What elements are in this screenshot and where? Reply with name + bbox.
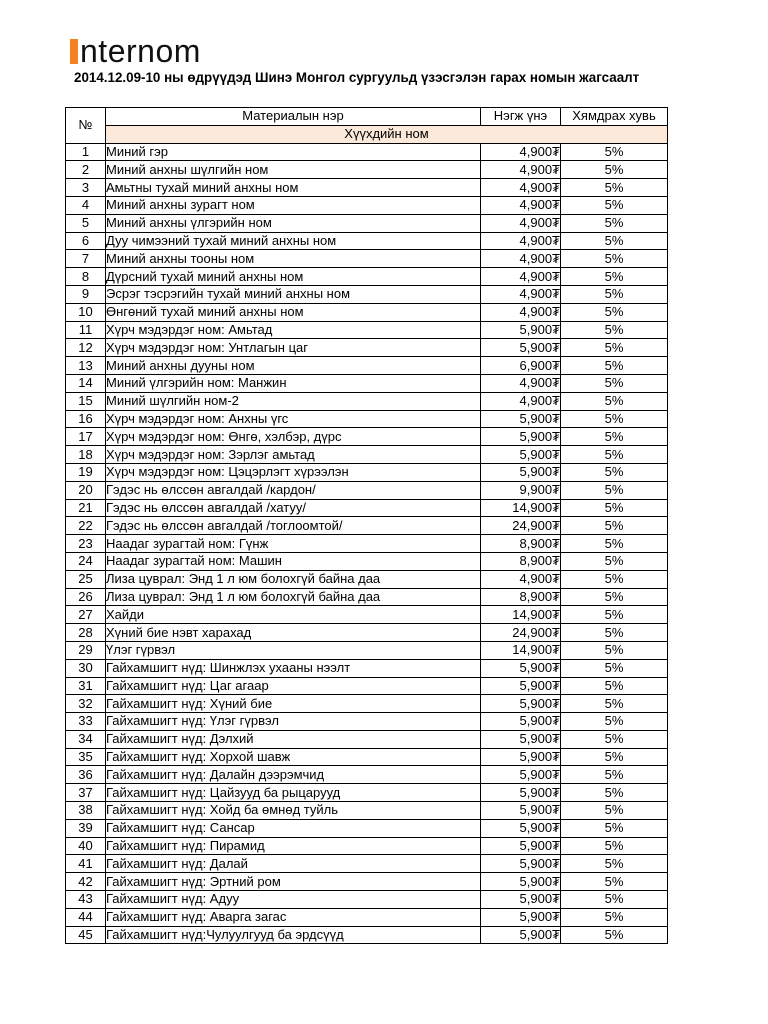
unit-price: 5,900₮ (481, 695, 561, 713)
header-material-name: Материалын нэр (106, 108, 481, 126)
discount-percent: 5% (561, 143, 668, 161)
unit-price: 6,900₮ (481, 357, 561, 375)
book-name: Хүрч мэдэрдэг ном: Өнгө, хэлбэр, дүрс (106, 428, 481, 446)
table-row (66, 321, 668, 339)
discount-percent: 5% (561, 926, 668, 944)
book-name: Хүрч мэдэрдэг ном: Цэцэрлэгт хүрээлэн (106, 463, 481, 481)
unit-price: 4,900₮ (481, 179, 561, 197)
table-row (66, 214, 668, 232)
discount-percent: 5% (561, 446, 668, 464)
discount-percent: 5% (561, 641, 668, 659)
row-number: 8 (66, 268, 106, 286)
row-number: 5 (66, 214, 106, 232)
row-number: 10 (66, 303, 106, 321)
book-list-table (65, 107, 668, 944)
book-name: Гайхамшигт нүд: Хорхой шавж (106, 748, 481, 766)
discount-percent: 5% (561, 766, 668, 784)
discount-percent: 5% (561, 659, 668, 677)
unit-price: 14,900₮ (481, 499, 561, 517)
row-number: 18 (66, 446, 106, 464)
table-row (66, 819, 668, 837)
row-number: 1 (66, 143, 106, 161)
table-row (66, 588, 668, 606)
discount-percent: 5% (561, 499, 668, 517)
discount-percent: 5% (561, 303, 668, 321)
book-name: Гайхамшигт нүд: Дэлхий (106, 730, 481, 748)
table-row (66, 481, 668, 499)
book-name: Гайхамшигт нүд: Хойд ба өмнөд туйль (106, 802, 481, 820)
discount-percent: 5% (561, 250, 668, 268)
row-number: 33 (66, 713, 106, 731)
discount-percent: 5% (561, 891, 668, 909)
discount-percent: 5% (561, 570, 668, 588)
unit-price: 5,900₮ (481, 748, 561, 766)
table-body (66, 143, 668, 944)
book-name: Наадаг зурагтай ном: Гүнж (106, 535, 481, 553)
book-name: Миний анхны зурагт ном (106, 196, 481, 214)
unit-price: 5,900₮ (481, 428, 561, 446)
discount-percent: 5% (561, 713, 668, 731)
table-row (66, 446, 668, 464)
header-number: № (66, 108, 106, 144)
row-number: 22 (66, 517, 106, 535)
discount-percent: 5% (561, 819, 668, 837)
row-number: 9 (66, 285, 106, 303)
row-number: 19 (66, 463, 106, 481)
row-number: 21 (66, 499, 106, 517)
row-number: 35 (66, 748, 106, 766)
table-row (66, 713, 668, 731)
unit-price: 4,900₮ (481, 161, 561, 179)
table-row (66, 855, 668, 873)
table-row (66, 196, 668, 214)
table-row (66, 784, 668, 802)
internom-logo (70, 33, 201, 67)
discount-percent: 5% (561, 837, 668, 855)
unit-price: 5,900₮ (481, 873, 561, 891)
unit-price: 8,900₮ (481, 552, 561, 570)
discount-percent: 5% (561, 908, 668, 926)
unit-price: 5,900₮ (481, 926, 561, 944)
table-row (66, 285, 668, 303)
book-name: Гайхамшигт нүд: Үлэг гүрвэл (106, 713, 481, 731)
book-name: Үлэг гүрвэл (106, 641, 481, 659)
table-row (66, 410, 668, 428)
table-row (66, 161, 668, 179)
unit-price: 24,900₮ (481, 624, 561, 642)
book-name: Гайхамшигт нүд: Адуу (106, 891, 481, 909)
table-row (66, 926, 668, 944)
book-name: Лиза цуврал: Энд 1 л юм болохгүй байна даа (106, 570, 481, 588)
row-number: 31 (66, 677, 106, 695)
section-row (66, 125, 668, 143)
discount-percent: 5% (561, 517, 668, 535)
book-name: Гайхамшигт нүд:Чулуулгууд ба эрдсүүд (106, 926, 481, 944)
table-row (66, 392, 668, 410)
row-number: 20 (66, 481, 106, 499)
unit-price: 5,900₮ (481, 891, 561, 909)
row-number: 26 (66, 588, 106, 606)
unit-price: 8,900₮ (481, 588, 561, 606)
book-name: Хайди (106, 606, 481, 624)
unit-price: 4,900₮ (481, 570, 561, 588)
table-row (66, 499, 668, 517)
book-name: Дуу чимээний тухай миний анхны ном (106, 232, 481, 250)
book-name: Өнгөний тухай миний анхны ном (106, 303, 481, 321)
discount-percent: 5% (561, 802, 668, 820)
book-name: Амьтны тухай миний анхны ном (106, 179, 481, 197)
book-name: Дүрсний тухай миний анхны ном (106, 268, 481, 286)
table-row (66, 374, 668, 392)
row-number: 29 (66, 641, 106, 659)
discount-percent: 5% (561, 232, 668, 250)
table-row (66, 552, 668, 570)
row-number: 36 (66, 766, 106, 784)
discount-percent: 5% (561, 321, 668, 339)
header-unit-price: Нэгж үнэ (481, 108, 561, 126)
book-name: Хүрч мэдэрдэг ном: Унтлагын цаг (106, 339, 481, 357)
book-name: Гэдэс нь өлссөн авгалдай /хатуу/ (106, 499, 481, 517)
row-number: 3 (66, 179, 106, 197)
row-number: 24 (66, 552, 106, 570)
unit-price: 5,900₮ (481, 339, 561, 357)
row-number: 14 (66, 374, 106, 392)
book-name: Гайхамшигт нүд: Сансар (106, 819, 481, 837)
unit-price: 5,900₮ (481, 446, 561, 464)
table-row (66, 179, 668, 197)
unit-price: 4,900₮ (481, 268, 561, 286)
table-row (66, 463, 668, 481)
unit-price: 5,900₮ (481, 908, 561, 926)
discount-percent: 5% (561, 214, 668, 232)
row-number: 42 (66, 873, 106, 891)
row-number: 11 (66, 321, 106, 339)
table-row (66, 428, 668, 446)
row-number: 15 (66, 392, 106, 410)
table-row (66, 837, 668, 855)
table-row (66, 624, 668, 642)
discount-percent: 5% (561, 855, 668, 873)
book-name: Хүрч мэдэрдэг ном: Зэрлэг амьтад (106, 446, 481, 464)
unit-price: 4,900₮ (481, 250, 561, 268)
page-title: 2014.12.09-10 ны өдрүүдэд Шинэ Монгол сургуульд үзэсгэлэн гарах номын жагсаалт (74, 70, 640, 85)
book-name: Миний анхны шүлгийн ном (106, 161, 481, 179)
discount-percent: 5% (561, 428, 668, 446)
table-row (66, 268, 668, 286)
row-number: 2 (66, 161, 106, 179)
book-name: Гайхамшигт нүд: Цаг агаар (106, 677, 481, 695)
discount-percent: 5% (561, 481, 668, 499)
row-number: 13 (66, 357, 106, 375)
table-row (66, 606, 668, 624)
book-name: Гайхамшигт нүд: Далай (106, 855, 481, 873)
book-name: Гэдэс нь өлссөн авгалдай /тоглоомтой/ (106, 517, 481, 535)
discount-percent: 5% (561, 161, 668, 179)
book-name: Гайхамшигт нүд: Пирамид (106, 837, 481, 855)
unit-price: 4,900₮ (481, 214, 561, 232)
discount-percent: 5% (561, 196, 668, 214)
unit-price: 14,900₮ (481, 606, 561, 624)
table-row (66, 357, 668, 375)
book-name: Гэдэс нь өлссөн авгалдай /кардон/ (106, 481, 481, 499)
row-number: 45 (66, 926, 106, 944)
unit-price: 5,900₮ (481, 855, 561, 873)
book-name: Хүний бие нэвт харахад (106, 624, 481, 642)
discount-percent: 5% (561, 535, 668, 553)
discount-percent: 5% (561, 285, 668, 303)
book-name: Лиза цуврал: Энд 1 л юм болохгүй байна даа (106, 588, 481, 606)
unit-price: 5,900₮ (481, 837, 561, 855)
table-row (66, 250, 668, 268)
unit-price: 5,900₮ (481, 730, 561, 748)
row-number: 28 (66, 624, 106, 642)
row-number: 40 (66, 837, 106, 855)
unit-price: 5,900₮ (481, 713, 561, 731)
row-number: 41 (66, 855, 106, 873)
discount-percent: 5% (561, 677, 668, 695)
row-number: 43 (66, 891, 106, 909)
discount-percent: 5% (561, 339, 668, 357)
logo-bar-icon (70, 39, 78, 64)
row-number: 4 (66, 196, 106, 214)
table-row (66, 517, 668, 535)
row-number: 37 (66, 784, 106, 802)
table-header-row (66, 108, 668, 126)
discount-percent: 5% (561, 392, 668, 410)
discount-percent: 5% (561, 695, 668, 713)
row-number: 30 (66, 659, 106, 677)
row-number: 23 (66, 535, 106, 553)
unit-price: 24,900₮ (481, 517, 561, 535)
unit-price: 9,900₮ (481, 481, 561, 499)
section-title: Хүүхдийн ном (106, 125, 668, 143)
header-discount: Хямдрах хувь (561, 108, 668, 126)
discount-percent: 5% (561, 410, 668, 428)
book-name: Миний гэр (106, 143, 481, 161)
table-row (66, 677, 668, 695)
unit-price: 5,900₮ (481, 766, 561, 784)
unit-price: 4,900₮ (481, 392, 561, 410)
table-row (66, 908, 668, 926)
discount-percent: 5% (561, 357, 668, 375)
table-row (66, 232, 668, 250)
discount-percent: 5% (561, 374, 668, 392)
discount-percent: 5% (561, 730, 668, 748)
logo-text: nternom (80, 33, 201, 69)
discount-percent: 5% (561, 606, 668, 624)
unit-price: 4,900₮ (481, 285, 561, 303)
table-row (66, 873, 668, 891)
discount-percent: 5% (561, 179, 668, 197)
book-name: Миний анхны тооны ном (106, 250, 481, 268)
table-row (66, 339, 668, 357)
row-number: 6 (66, 232, 106, 250)
table-row (66, 659, 668, 677)
book-name: Миний анхны үлгэрийн ном (106, 214, 481, 232)
discount-percent: 5% (561, 268, 668, 286)
row-number: 12 (66, 339, 106, 357)
row-number: 44 (66, 908, 106, 926)
discount-percent: 5% (561, 873, 668, 891)
table-row (66, 570, 668, 588)
row-number: 25 (66, 570, 106, 588)
book-name: Гайхамшигт нүд: Аварга загас (106, 908, 481, 926)
table-row (66, 891, 668, 909)
unit-price: 4,900₮ (481, 374, 561, 392)
unit-price: 4,900₮ (481, 196, 561, 214)
row-number: 32 (66, 695, 106, 713)
table-row (66, 766, 668, 784)
table-row (66, 143, 668, 161)
unit-price: 14,900₮ (481, 641, 561, 659)
table-row (66, 535, 668, 553)
discount-percent: 5% (561, 624, 668, 642)
book-name: Гайхамшигт нүд: Цайзууд ба рыцарууд (106, 784, 481, 802)
row-number: 17 (66, 428, 106, 446)
book-name: Миний шүлгийн ном-2 (106, 392, 481, 410)
book-name: Гайхамшигт нүд: Хүний бие (106, 695, 481, 713)
book-name: Гайхамшигт нүд: Шинжлэх ухааны нээлт (106, 659, 481, 677)
discount-percent: 5% (561, 784, 668, 802)
discount-percent: 5% (561, 463, 668, 481)
discount-percent: 5% (561, 748, 668, 766)
table-row (66, 303, 668, 321)
book-name: Эсрэг тэсрэгийн тухай миний анхны ном (106, 285, 481, 303)
unit-price: 5,900₮ (481, 677, 561, 695)
row-number: 16 (66, 410, 106, 428)
unit-price: 5,900₮ (481, 410, 561, 428)
table-row (66, 748, 668, 766)
unit-price: 5,900₮ (481, 819, 561, 837)
unit-price: 4,900₮ (481, 232, 561, 250)
unit-price: 5,900₮ (481, 784, 561, 802)
book-name: Хүрч мэдэрдэг ном: Анхны үгс (106, 410, 481, 428)
row-number: 27 (66, 606, 106, 624)
table-row (66, 641, 668, 659)
unit-price: 4,900₮ (481, 143, 561, 161)
unit-price: 5,900₮ (481, 321, 561, 339)
book-name: Наадаг зурагтай ном: Машин (106, 552, 481, 570)
table-row (66, 730, 668, 748)
row-number: 39 (66, 819, 106, 837)
unit-price: 5,900₮ (481, 802, 561, 820)
book-name: Гайхамшигт нүд: Далайн дээрэмчид (106, 766, 481, 784)
row-number: 38 (66, 802, 106, 820)
unit-price: 8,900₮ (481, 535, 561, 553)
unit-price: 4,900₮ (481, 303, 561, 321)
discount-percent: 5% (561, 588, 668, 606)
row-number: 34 (66, 730, 106, 748)
book-name: Хүрч мэдэрдэг ном: Амьтад (106, 321, 481, 339)
book-name: Миний үлгэрийн ном: Манжин (106, 374, 481, 392)
book-name: Гайхамшигт нүд: Эртний ром (106, 873, 481, 891)
unit-price: 5,900₮ (481, 463, 561, 481)
table-row (66, 802, 668, 820)
discount-percent: 5% (561, 552, 668, 570)
unit-price: 5,900₮ (481, 659, 561, 677)
book-name: Миний анхны дууны ном (106, 357, 481, 375)
row-number: 7 (66, 250, 106, 268)
table-row (66, 695, 668, 713)
